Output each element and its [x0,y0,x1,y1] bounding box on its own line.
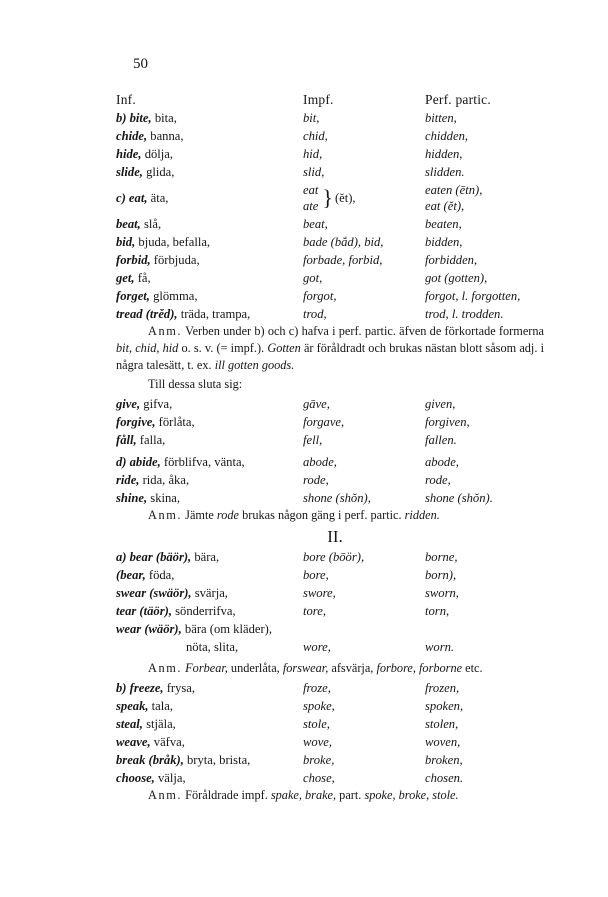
note-forbear: Anm. Forbear, underlåta, forswear, afsvärja, forbore, forborne etc. [148,661,483,675]
verb-perfect-participle: forbidden, [425,253,478,267]
verb-imperfect: tore, [303,604,326,618]
group-d-verbs [116,453,544,507]
verb-row [116,233,544,251]
verb-infinitive: beat, slå, [116,217,162,231]
verb-row [116,471,544,489]
verb-infinitive: forget, glömma, [116,289,198,303]
note-archaic-forms: Anm. Föråldrade impf. spake, brake, part. spoke, broke, stole. [148,788,459,802]
verb-infinitive: nöta, slita, [186,640,239,654]
verb-perfect-participle: torn, [425,604,450,618]
verb-infinitive: forbid, förbjuda, [116,253,200,267]
verb-row [116,431,544,449]
group-a-verbs [116,548,544,656]
verb-perfect-participle: beaten, [425,217,462,231]
verb-imperfect: beat, [303,217,328,231]
verb-row [116,638,544,656]
column-headers [116,90,544,109]
verb-infinitive: speak, tala, [116,699,174,713]
verb-row [116,548,544,566]
verb-infinitive: hide, dölja, [116,147,174,161]
verb-perfect-participle: worn. [425,640,455,654]
verb-infinitive: wear (wäör), bära (om kläder), [116,622,272,636]
verb-imperfect: froze, [303,681,331,695]
verb-perfect-participle: frozen, [425,681,460,695]
verb-row [116,413,544,431]
verb-perfect-participle: born), [425,568,457,582]
group-c-verbs [116,215,544,323]
verb-perfect-participle: borne, [425,550,458,564]
verb-perfect-participle: chosen. [425,771,464,785]
verb-imperfect: hid, [303,147,323,161]
verb-perfect-participle: forgiven, [425,415,470,429]
verb-imperfect: fell, [303,433,323,447]
verb-perfect-participle: trod, l. trodden. [425,307,504,321]
verb-infinitive: forgive, förlåta, [116,415,195,429]
verb-infinitive: (bear, föda, [116,568,175,582]
verb-row [116,109,544,127]
verb-row [116,620,544,638]
verb-imperfect: chose, [303,771,335,785]
verb-perfect-participle: given, [425,397,456,411]
header-imperfect: Impf. [303,91,334,107]
verb-row [116,566,544,584]
verb-imperfect: stole, [303,717,330,731]
verb-perfect-participle: abode, [425,455,459,469]
verb-row [116,269,544,287]
verb-imperfect: broke, [303,753,335,767]
verb-infinitive: slide, glida, [116,165,175,179]
intro-line: Till dessa sluta sig: [148,377,243,391]
verb-imperfect: slid, [303,165,325,179]
verb-imperfect: swore, [303,586,336,600]
verb-imperfect: forgave, [303,415,345,429]
section-heading-two: II. [327,527,343,546]
verb-imperfect: got, [303,271,323,285]
verb-perfect-participle: slidden. [425,165,465,179]
verb-infinitive: tread (trĕd), träda, trampa, [116,307,251,321]
verb-imperfect: gāve, [303,397,330,411]
verb-imperfect: trod, [303,307,327,321]
verb-row [116,769,544,787]
verb-imperfect: forbade, forbid, [303,253,383,267]
verb-row [116,751,544,769]
verb-perfect-participle: fallen. [425,433,457,447]
verb-perfect-participle: stolen, [425,717,459,731]
verb-row [116,733,544,751]
verb-row [116,679,544,697]
verb-imperfect: chid, [303,129,328,143]
verb-row [116,489,544,507]
note-ridden: Anm. Jämte rode brukas någon gäng i perf. partic. ridden. [148,508,440,522]
verb-row [116,251,544,269]
verb-perfect-participle: woven, [425,735,461,749]
verb-perfect-participle: shone (shŏn). [425,491,493,505]
verb-imperfect: bore, [303,568,329,582]
verb-imperfect: bore (bōör), [303,550,365,564]
verb-imperfect: bit, [303,111,320,125]
verb-infinitive: weave, väfva, [116,735,185,749]
verb-infinitive: chide, banna, [116,129,184,143]
verb-perfect-participle: bidden, [425,235,463,249]
verb-table [116,90,544,806]
verb-perfect-participle: sworn, [425,586,459,600]
verb-perfect-participle: got (gotten), [425,271,488,285]
verb-row [116,602,544,620]
verb-imperfect: wove, [303,735,333,749]
verb-infinitive: d) abide, förblifva, vänta, [116,455,245,469]
verb-imperfect: abode, [303,455,337,469]
verb-infinitive: bid, bjuda, befalla, [116,235,211,249]
group-give-verbs [116,395,544,449]
verb-perfect-participle: bitten, [425,111,457,125]
verb-row [116,453,544,471]
verb-perfect-participle: spoken, [425,699,464,713]
verb-perfect-participle: forgot, l. forgotten, [425,289,521,303]
verb-imperfect: spoke, [303,699,335,713]
verb-row [116,163,544,181]
verb-imperfect: rode, [303,473,329,487]
verb-infinitive: fåll, falla, [116,433,166,447]
verb-infinitive: tear (täör), sönderrifva, [116,604,236,618]
verb-imperfect: shone (shŏn), [303,491,371,505]
verb-perfect-participle: chidden, [425,129,469,143]
page-number: 50 [133,56,148,72]
group-b-verbs [116,109,544,181]
verb-imperfect: wore, [303,640,331,654]
verb-row [116,127,544,145]
verb-infinitive: shine, skina, [116,491,181,505]
verb-row [116,395,544,413]
verb-infinitive: get, få, [116,271,151,285]
note-perfect-short-forms: Anm. Verben under b) och c) hafva i perf. partic. äfven de förkortade formerna bit, chid, hid o. s. v. (= impf.). Gotten är föråldradt och brukas nästan blott såsom adj. i några talesätt, t. ex. ill gotten goods. [116,324,544,372]
verb-infinitive: ride, rida, åka, [116,473,190,487]
eat-imperfect-brace: eat ate } (ĕt), [303,183,356,213]
header-perfect-participle: Perf. partic. [425,91,491,107]
verb-imperfect: bade (bắd), bid, [303,235,384,249]
verb-perfect-participle: broken, [425,753,463,767]
verb-infinitive: break (bråk), bryta, brista, [116,753,251,767]
header-infinitive: Inf. [116,91,136,107]
verb-infinitive: choose, välja, [116,771,186,785]
verb-infinitive: give, gifva, [116,397,173,411]
verb-row [116,215,544,233]
verb-row [116,697,544,715]
verb-infinitive: swear (swäör), svärja, [116,586,228,600]
verb-row [116,715,544,733]
group-freeze-verbs [116,679,544,787]
verb-imperfect: forgot, [303,289,337,303]
verb-perfect-participle: rode, [425,473,451,487]
verb-row [116,145,544,163]
verb-infinitive: b) freeze, frysa, [116,681,196,695]
verb-infinitive: b) bite, bita, [116,111,177,125]
verb-row-eat: c) eat, äta, eat ate } (ĕt), eaten (ētn), eat (ĕt), [116,183,483,213]
verb-infinitive: a) bear (bäör), bära, [116,550,220,564]
verb-infinitive: steal, stjäla, [116,717,176,731]
verb-row [116,584,544,602]
verb-row [116,305,544,323]
verb-perfect-participle: hidden, [425,147,463,161]
verb-row [116,287,544,305]
